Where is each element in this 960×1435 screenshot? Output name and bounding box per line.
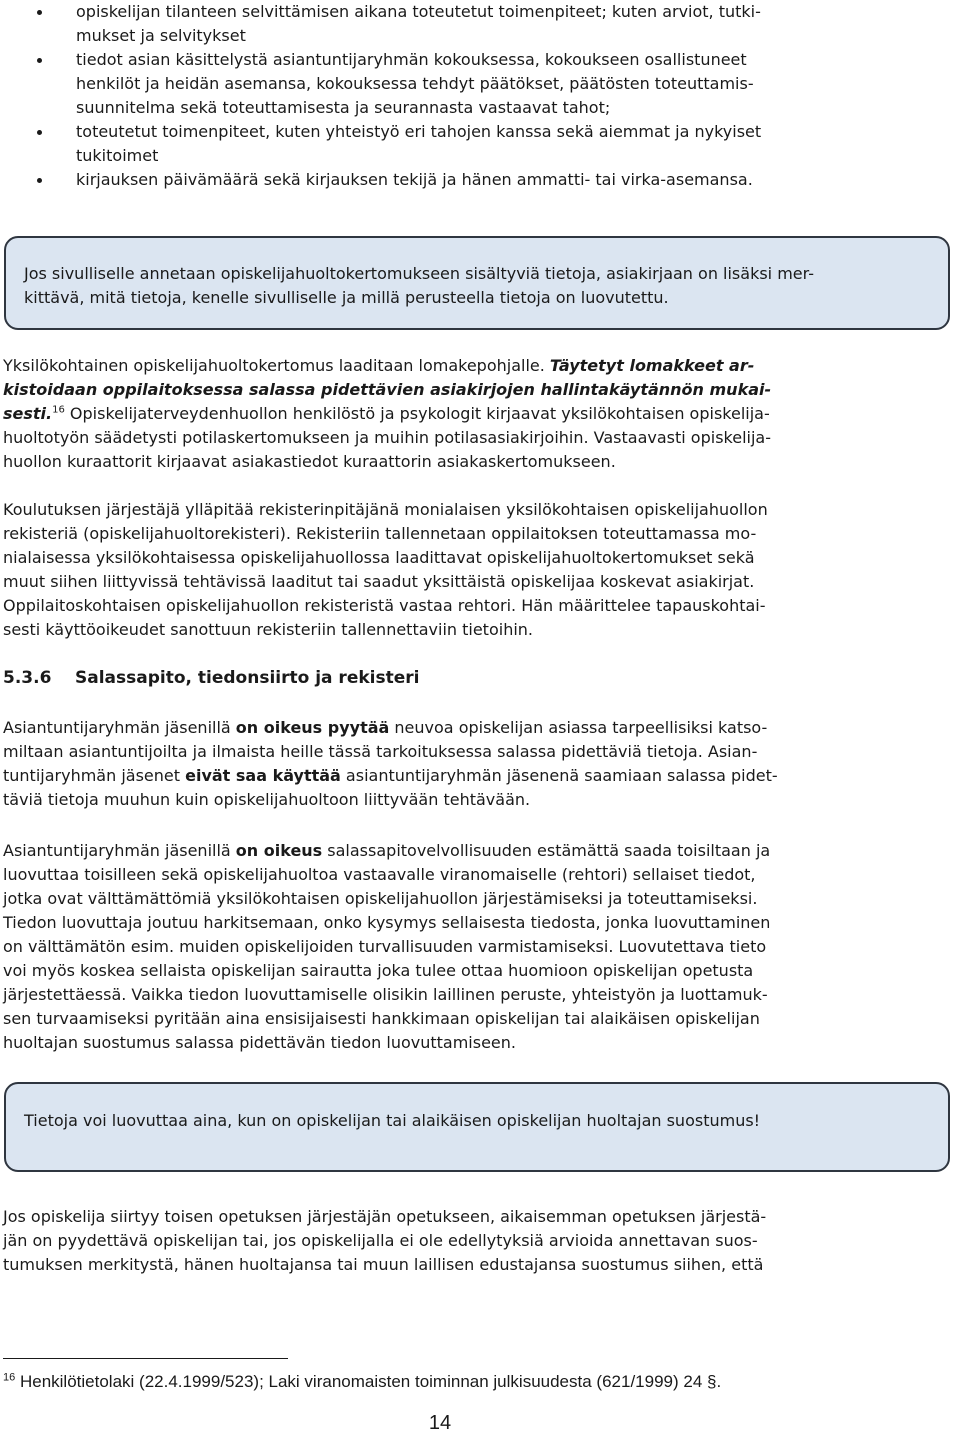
text-line: tumuksen merkitystä, hänen huoltajansa tai muun laillisen edustajansa suostumus siihen, että xyxy=(3,1255,764,1274)
footnote-marker: 16 xyxy=(3,1371,16,1384)
text-line xyxy=(3,402,948,426)
text-line: huollon kuraattorit kirjaavat asiakastiedot kuraattorin asiakaskertomukseen. xyxy=(3,452,616,471)
bullet-line: opiskelijan tilanteen selvittämisen aikana toteutetut toimenpiteet; kuten arviot, tutki- xyxy=(76,2,761,21)
footnote-ref[interactable]: 16 xyxy=(52,404,65,416)
bullet-line: kirjauksen päivämäärä sekä kirjauksen tekijä ja hänen ammatti- tai virka-asemansa. xyxy=(76,170,753,189)
info-box-consent xyxy=(4,1082,950,1172)
text-line: Koulutuksen järjestäjä ylläpitää rekisterinpitäjänä monialaisen yksilökohtaisen opiskelijahuollon xyxy=(3,500,768,519)
text-span: salassapitovelvollisuuden estämättä saada toisiltaan ja xyxy=(322,841,771,860)
text-span: Opiskelijaterveydenhuollon henkilöstö ja psykologit kirjaavat yksilökohtaisen opiskelija- xyxy=(64,404,770,423)
section-number: 5.3.6 xyxy=(3,668,52,688)
text-line: nialaisessa yksilökohtaisessa opiskelijahuollossa laadittavat opiskelijahuoltokertomukset sekä xyxy=(3,548,755,567)
paragraph-records xyxy=(3,354,948,474)
text-line: täviä tietoja muuhun kuin opiskelijahuoltoon liittyvään tehtävään. xyxy=(3,790,531,809)
box-line: kittävä, mitä tietoja, kenelle sivulliselle ja millä perusteella tietoja on luovutettu. xyxy=(24,288,669,307)
text-span: asiantuntijaryhmän jäsenenä saamiaan salassa pidet- xyxy=(340,766,778,785)
bold-text: eivät saa käyttää xyxy=(185,766,341,785)
page-number: 14 xyxy=(428,1412,452,1434)
text-line: muut siihen liittyvissä tehtävissä laaditut tai saadut yksittäistä opiskelijaa koskevat asiakirjat. xyxy=(3,572,755,591)
bullet-line: tiedot asian käsittelystä asiantuntijaryhmän kokouksessa, kokoukseen osallistuneet xyxy=(76,50,747,69)
bullet-list xyxy=(0,0,940,192)
text-line: huoltajan suostumus salassa pidettävän tiedon luovuttamiseen. xyxy=(3,1033,516,1052)
text-line: luovuttaa toisilleen sekä opiskelijahuoltoa vastaavalle viranomaiselle (rehtori) sellaiset tiedot, xyxy=(3,865,756,884)
list-item xyxy=(0,168,940,192)
text-line: Tiedon luovuttaja joutuu harkitsemaan, onko kysymys sellaisesta tiedosta, jonka luovuttaminen xyxy=(3,913,771,932)
section-heading xyxy=(3,666,419,690)
bullet-line: toteutetut toimenpiteet, kuten yhteistyö eri tahojen kanssa sekä aiemmat ja nykyiset xyxy=(76,122,762,141)
emphasis-text: sesti. xyxy=(3,404,53,423)
text-line: sesti käyttöoikeudet sanottuun rekisteriin tallennettaviin tietoihin. xyxy=(3,620,533,639)
list-item xyxy=(0,120,940,168)
text-line xyxy=(3,839,948,863)
text-span: Asiantuntijaryhmän jäsenillä xyxy=(3,841,236,860)
info-box-disclosure xyxy=(4,236,950,330)
text-line: voi myös koskea sellaista opiskelijan sairautta joka tulee ottaa huomioon opiskelijan opetusta xyxy=(3,961,754,980)
emphasis-text: Täytetyt lomakkeet ar- xyxy=(549,356,755,375)
text-line: Oppilaitoskohtaisen opiskelijahuollon rekisteristä vastaa rehtori. Hän määrittelee tapauskohtai- xyxy=(3,596,766,615)
footnote-text: Henkilötietolaki (22.4.1999/523); Laki viranomaisten toiminnan julkisuudesta (621/1999) 24 §. xyxy=(15,1372,722,1391)
text-span: Asiantuntijaryhmän jäsenillä xyxy=(3,718,236,737)
bullet-line: tukitoimet xyxy=(76,146,159,165)
text-line: miltaan asiantuntijoilta ja ilmaista heille tässä tarkoituksessa salassa pidettäviä tietoja. Asian- xyxy=(3,742,758,761)
text-line: on välttämätön esim. muiden opiskelijoiden turvallisuuden varmistamiseksi. Luovutettava tieto xyxy=(3,937,767,956)
text-line: huoltotyön säädetysti potilaskertomukseen ja muihin potilasasiakirjoihin. Vastaavasti opiskelija- xyxy=(3,428,771,447)
list-item xyxy=(0,48,940,120)
footnote-divider xyxy=(3,1358,288,1359)
text-line xyxy=(3,764,948,788)
paragraph-register xyxy=(3,498,948,642)
paragraph-expert-group xyxy=(3,716,948,812)
box-line: Jos sivulliselle annetaan opiskelijahuoltokertomukseen sisältyviä tietoja, asiakirjaan on lisäksi mer- xyxy=(24,264,814,283)
bold-text: on oikeus xyxy=(235,841,323,860)
text-line: jän on pyydettävä opiskelijan tai, jos opiskelijalla ei ole edellytyksiä arvioida annettavan suos- xyxy=(3,1231,758,1250)
footnote xyxy=(3,1370,721,1394)
bullet-line: henkilöt ja heidän asemansa, kokouksessa tehdyt päätökset, päätösten toteuttamis- xyxy=(76,74,754,93)
paragraph-transfer xyxy=(3,1205,948,1277)
text-span: neuvoa opiskelijan asiassa tarpeellisiksi katso- xyxy=(389,718,768,737)
list-item xyxy=(0,0,940,48)
text-line: sen turvaamiseksi pyritään aina ensisijaisesti hankkimaan opiskelijan tai alaikäisen opiskelijan xyxy=(3,1009,760,1028)
text-line xyxy=(3,716,948,740)
text-line xyxy=(3,354,948,378)
bullet-line: mukset ja selvitykset xyxy=(76,26,246,45)
text-span: Yksilökohtainen opiskelijahuoltokertomus laaditaan lomakepohjalle. xyxy=(3,356,550,375)
text-span: tuntijaryhmän jäsenet xyxy=(3,766,186,785)
paragraph-disclosure-rights xyxy=(3,839,948,1055)
section-title: Salassapito, tiedonsiirto ja rekisteri xyxy=(75,668,420,688)
box-line: Tietoja voi luovuttaa aina, kun on opiskelijan tai alaikäisen opiskelijan huoltajan suostumus! xyxy=(24,1111,761,1130)
emphasis-line: kistoidaan oppilaitoksessa salassa pidettävien asiakirjojen hallintakäytännön mukai- xyxy=(3,380,772,399)
text-line: Jos opiskelija siirtyy toisen opetuksen järjestäjän opetukseen, aikaisemman opetuksen järjestä- xyxy=(3,1207,767,1226)
bullet-line: suunnitelma sekä toteuttamisesta ja seurannasta vastaavat tahot; xyxy=(76,98,611,117)
bold-text: on oikeus pyytää xyxy=(235,718,390,737)
text-line: järjestettäessä. Vaikka tiedon luovuttamiselle olisikin laillinen peruste, yhteistyön ja luottamuk- xyxy=(3,985,768,1004)
text-line: jotka ovat välttämättömiä yksilökohtaisen opiskelijahuollon järjestämiseksi ja toteuttamiseksi. xyxy=(3,889,758,908)
text-line: rekisteriä (opiskelijahuoltorekisteri). Rekisteriin tallennetaan oppilaitoksen toteuttamassa mo- xyxy=(3,524,757,543)
